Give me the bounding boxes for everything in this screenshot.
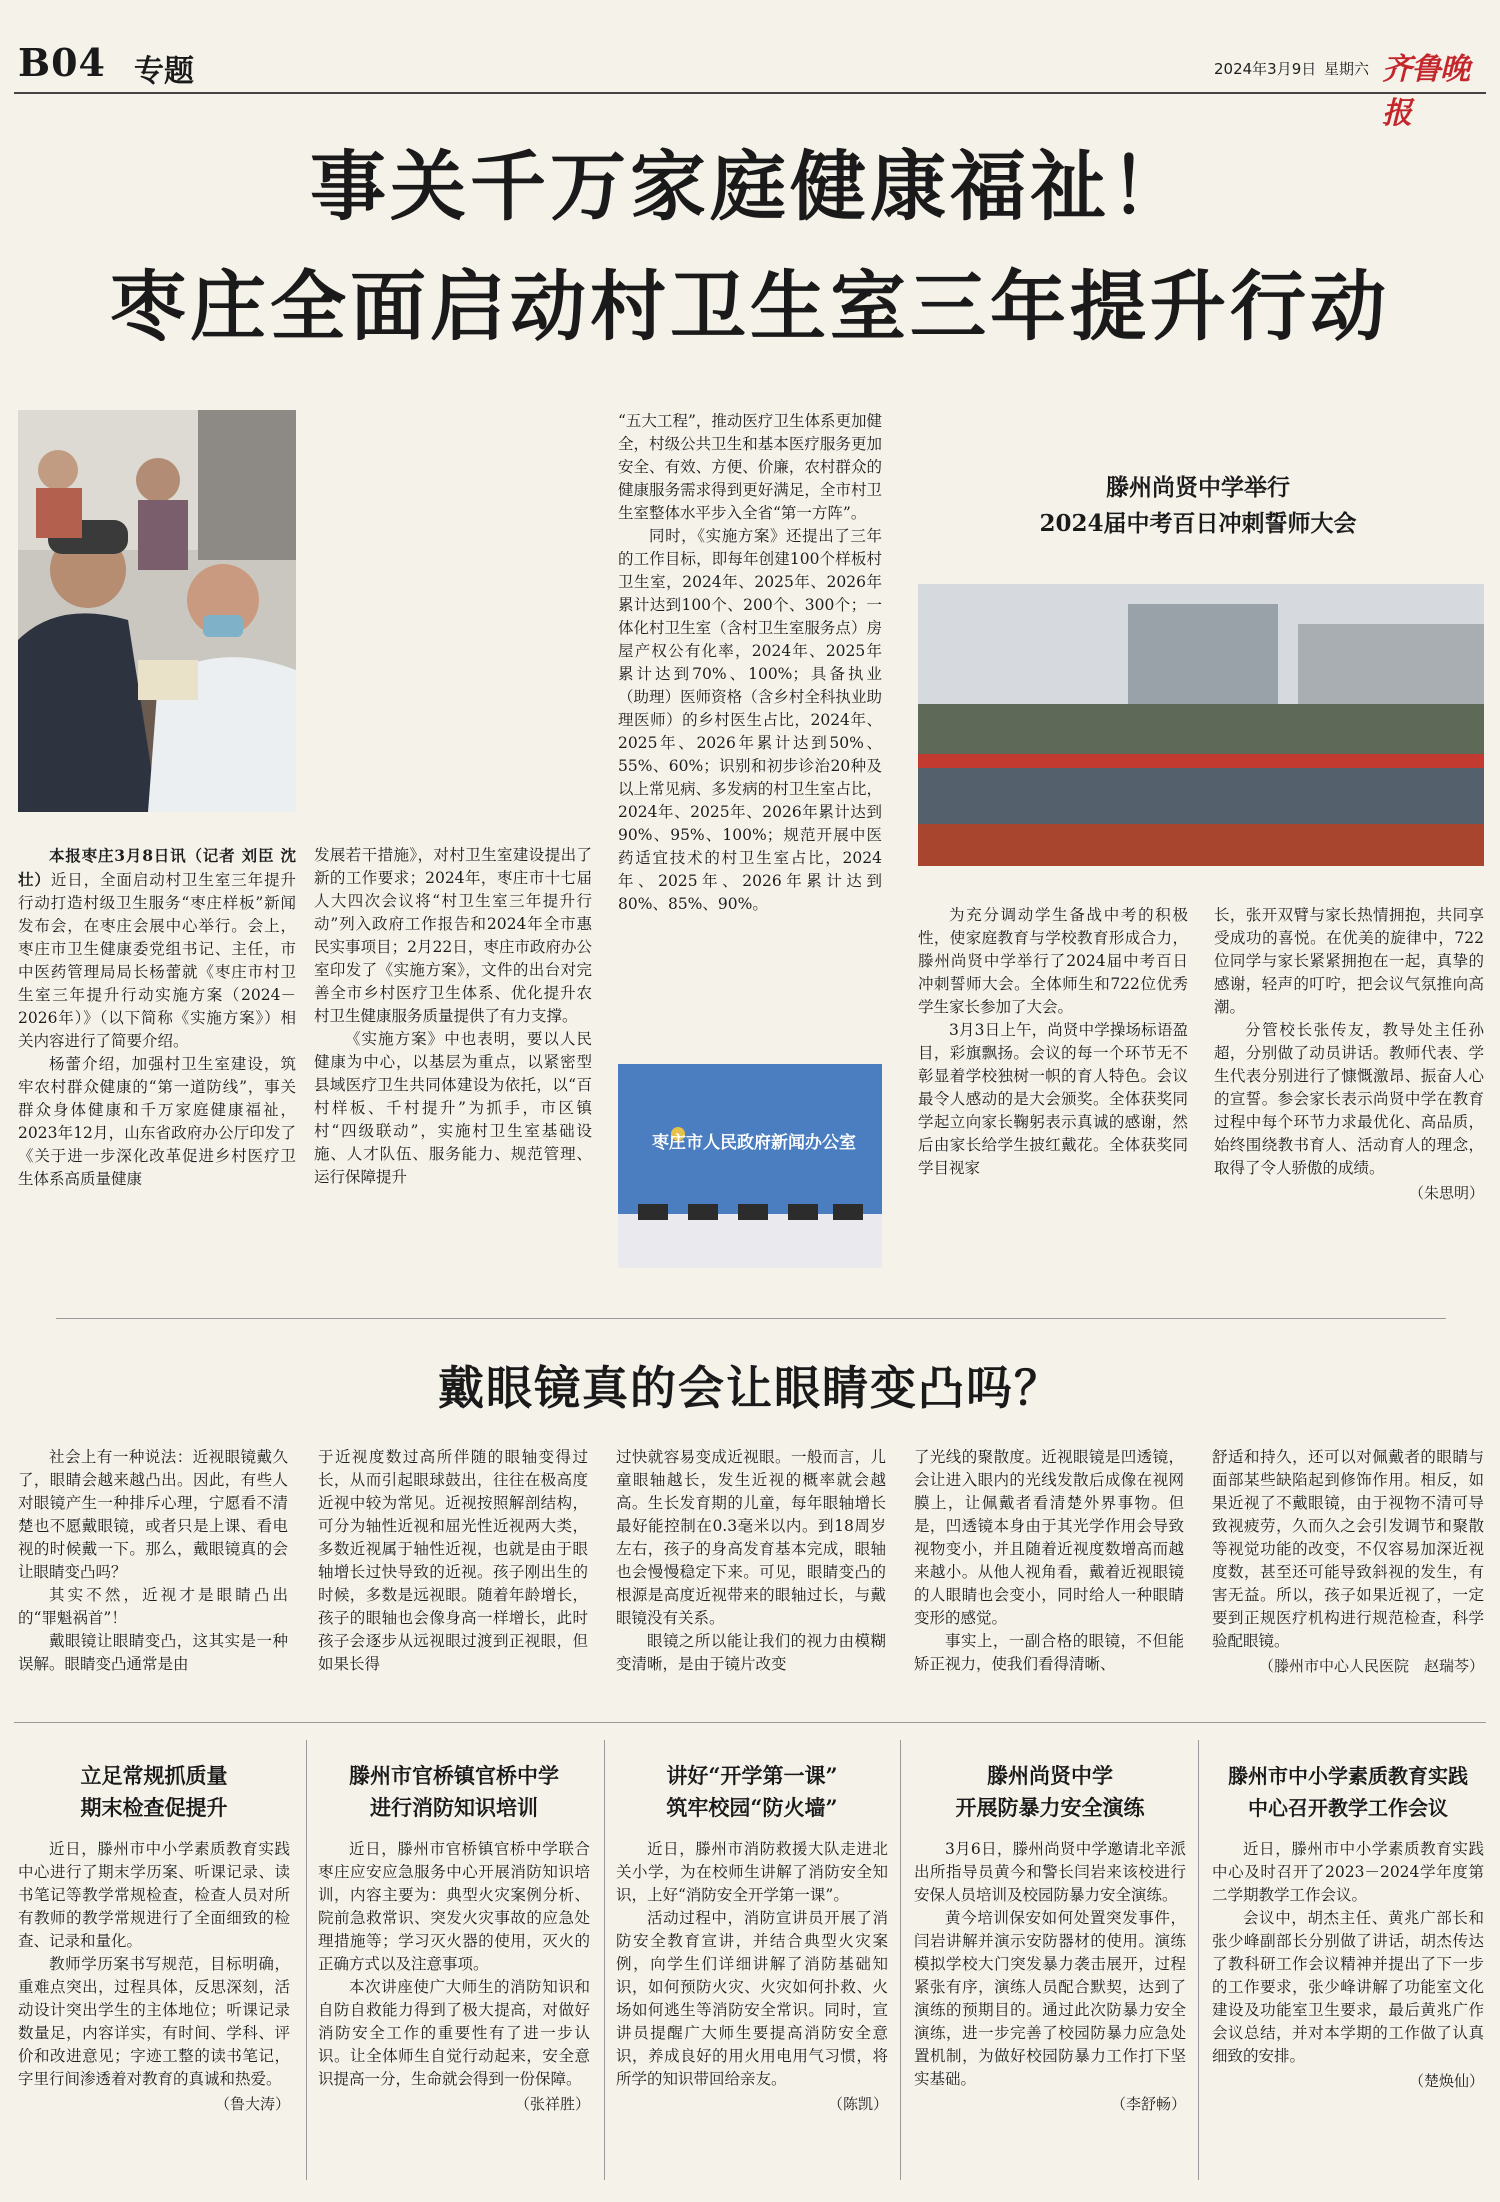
brief-paragraph: 近日，滕州市消防救援大队走进北关小学，为在校师生讲解了消防安全知识，上好“消防安全开学第一课”。 xyxy=(616,1840,888,1904)
glasses-column-5 xyxy=(1212,1446,1484,1678)
glasses-paragraph: 于近视度数过高所伴随的眼轴变得过长，从而引起眼球鼓出，往往在极高度近视中较为常见。近视按照解剖结构，可分为轴性近视和屈光性近视两大类，多数近视属于轴性近视，也就是由于眼轴增长过快导致的近视。孩子刚出生的时候，多数是远视眼。随着年龄增长，孩子的眼轴也会像身高一样增长，此时孩子会逐步从远视眼过渡到正视眼，但如果长得 xyxy=(318,1448,588,1673)
issue-date: 2024年3月9日 xyxy=(1214,60,1317,78)
glasses-paragraph: 了光线的聚散度。近视眼镜是凹透镜，会让进入眼内的光线发散后成像在视网膜上，让佩戴者看清楚外界事物。但是，凹透镜本身由于其光学作用会导致视物变小，并且随着近视度数增高而越来越小。从他人视角看，戴着近视眼镜的人眼睛也会变小，同时给人一种眼睛变形的感觉。 xyxy=(914,1448,1184,1627)
lead-dateline: 本报枣庄3月8日讯（记者 刘臣 沈壮） xyxy=(18,846,296,889)
paper-logo: 齐鲁晚报 xyxy=(1382,52,1469,131)
brief-article xyxy=(914,1760,1186,2116)
lead-column-2 xyxy=(314,844,592,1189)
brief-headline-2: 进行消防知识培训 xyxy=(370,1795,538,1820)
lead-paragraph: 《实施方案》中也表明，要以人民健康为中心，以基层为重点，以紧密型县域医疗卫生共同体建设为依托，以“百村样板、千村提升”为抓手，市区镇村“四级联动”，实施村卫生室基础设施、人才队伍、服务能力、规范管理、运行保障提升 xyxy=(314,1030,592,1186)
section-rule xyxy=(56,1318,1446,1319)
rally-photo-school-assembly xyxy=(918,584,1484,866)
rally-headline-2: 2024届中考百日冲刺誓师大会 xyxy=(1039,510,1357,537)
brief-headline xyxy=(1212,1760,1484,1824)
brief-headline-2: 筑牢校园“防火墙” xyxy=(666,1795,838,1820)
press-conference-illustration xyxy=(618,1064,882,1268)
column-divider xyxy=(1198,1740,1199,2180)
press-conference-photo xyxy=(618,1064,882,1268)
brief-paragraph: 近日，滕州市中小学素质教育实践中心及时召开了2023－2024学年度第二学期教学工作会议。 xyxy=(1212,1840,1484,1904)
brief-article xyxy=(1212,1760,1484,2093)
rally-paragraph: 分管校长张传友，教导处主任孙超，分别做了动员讲话。教师代表、学生代表分别进行了慷慨激昂、振奋人心的宣誓。参会家长表示尚贤中学在教育过程中每个环节力求最优化、高品质，始终围绕教书育人、活动育人的理念，取得了令人骄傲的成绩。 xyxy=(1214,1021,1484,1177)
glasses-paragraph: 社会上有一种说法：近视眼镜戴久了，眼睛会越来越凸出。因此，有些人对眼镜产生一种排斥心理，宁愿看不清楚也不愿戴眼镜，或者只是上课、看电视的时候戴一下。那么，戴眼镜真的会让眼睛变凸吗？ xyxy=(18,1448,288,1581)
glasses-paragraph: 舒适和持久，还可以对佩戴者的眼睛与面部某些缺陷起到修饰作用。相反，如果近视了不戴眼镜，由于视物不清可导致视疲劳，久而久之会引发调节和聚散等视觉功能的改变，不仅容易加深近视度数，甚至还可能导致斜视的发生，有害无益。所以，孩子如果近视了，一定要到正规医疗机构进行规范检查，科学验配眼镜。 xyxy=(1212,1448,1484,1650)
glasses-signature: （滕州市中心人民医院 赵瑞芩） xyxy=(1258,1657,1484,1675)
header-rule xyxy=(14,92,1486,94)
brief-article xyxy=(318,1760,590,2116)
brief-paragraph: 会议中，胡杰主任、黄兆广部长和张少峰副部长分别做了讲话，胡杰传达了教科研工作会议精神并提出了下一步的工作要求，张少峰讲解了功能室文化建设及功能室卫生要求，最后黄兆广作会议总结，并对本学期的工作做了认真细致的安排。 xyxy=(1212,1909,1484,2065)
page-number: B04 xyxy=(18,40,106,85)
glasses-paragraph: 事实上，一副合格的眼镜，不但能矫正视力，使我们看得清晰、 xyxy=(914,1632,1184,1673)
page-header xyxy=(14,38,1484,131)
brief-paragraph: 黄今培训保安如何处置突发事件，闫岩讲解并演示安防器材的使用。演练模拟学校大门突发暴力袭击展开，过程紧张有序，演练人员配合默契，达到了演练的预期目的。通过此次防暴力安全演练，进一步完善了校园防暴力应急处置机制，为做好校园防暴力工作打下坚实基础。 xyxy=(914,1909,1186,2088)
section-name: 专题 xyxy=(134,54,194,89)
brief-signature: （李舒畅） xyxy=(1110,2095,1186,2113)
brief-headline-1: 滕州市官桥镇官桥中学 xyxy=(349,1763,559,1788)
brief-paragraph: 近日，滕州市中小学素质教育实践中心进行了期末学历案、听课记录、读书笔记等教学常规检查，检查人员对所有教师的教学常规进行了全面细致的检查、记录和量化。 xyxy=(18,1840,290,1950)
rally-headline xyxy=(912,470,1484,542)
rally-paragraph: 3月3日上午，尚贤中学操场标语盈目，彩旗飘扬。会议的每一个环节无不彰显着学校独树一帜的育人特色。会议最令人感动的是大会颁奖。全体获奖同学起立向家长鞠躬表示真诚的感谢，然后由家长给学生披红戴花。全体获奖同学目视家 xyxy=(918,1021,1188,1177)
lead-headline-1: 事关千万家庭健康福祉！ xyxy=(310,142,1190,231)
press-banner-text: 枣庄市人民政府新闻办公室 xyxy=(652,1133,856,1153)
rally-column-1 xyxy=(918,904,1188,1180)
brief-article xyxy=(18,1760,290,2116)
glasses-paragraph: 戴眼镜让眼睛变凸，这其实是一种误解。眼睛变凸通常是由 xyxy=(18,1632,288,1673)
lead-paragraph: “五大工程”，推动医疗卫生体系更加健全，村级公共卫生和基本医疗服务更加安全、有效、方便、价廉，农村群众的健康服务需求得到更好满足，全市村卫生室整体水平步入全省“第一方阵”。 xyxy=(618,412,882,522)
glasses-headline: 戴眼镜真的会让眼睛变凸吗？ xyxy=(438,1361,1062,1415)
rally-headline-1: 滕州尚贤中学举行 xyxy=(1106,474,1290,501)
lead-photo-village-doctor xyxy=(18,410,296,812)
brief-headline-1: 滕州市中小学素质教育实践 xyxy=(1228,1764,1468,1788)
brief-headline-2: 开展防暴力安全演练 xyxy=(955,1795,1145,1820)
school-assembly-illustration xyxy=(918,584,1484,866)
brief-paragraph: 教师学历案书写规范，目标明确，重难点突出，过程具体，反思深刻，活动设计突出学生的主体地位；听课记录数量足，内容详实，有时间、学科、评价和改进意见；字迹工整的读书笔记，字里行间渗透着对教育的真诚和热爱。 xyxy=(18,1955,290,2088)
glasses-column-2 xyxy=(318,1446,588,1676)
brief-headline-2: 中心召开教学工作会议 xyxy=(1248,1796,1448,1820)
column-divider xyxy=(900,1740,901,2180)
brief-headline xyxy=(18,1760,290,1824)
glasses-column-4 xyxy=(914,1446,1184,1676)
rally-signature: （朱思明） xyxy=(1408,1184,1484,1202)
rally-paragraph: 为充分调动学生备战中考的积极性，使家庭教育与学校教育形成合力，滕州尚贤中学举行了2024届中考百日冲刺誓师大会。全体师生和722位优秀学生家长参加了大会。 xyxy=(918,906,1188,1016)
section-rule xyxy=(14,1722,1486,1723)
glasses-paragraph: 眼镜之所以能让我们的视力由模糊变清晰，是由于镜片改变 xyxy=(616,1632,886,1673)
village-doctor-illustration xyxy=(18,410,296,812)
brief-paragraph: 本次讲座使广大师生的消防知识和自防自救能力得到了极大提高，对做好消防安全工作的重要性有了进一步认识。让全体师生自觉行动起来，安全意识提高一分，生命就会得到一份保障。 xyxy=(318,1978,590,2088)
glasses-paragraph: 其实不然，近视才是眼睛凸出的“罪魁祸首”！ xyxy=(18,1586,288,1627)
brief-paragraph: 活动过程中，消防宣讲员开展了消防安全教育宣讲，并结合典型火灾案例，向学生们详细讲解了消防基础知识，如何预防火灾、火灾如何扑救、火场如何逃生等消防安全常识。同时，宣讲员提醒广大师生要提高消防安全意识，养成良好的用火用电用气习惯，将所学的知识带回给亲友。 xyxy=(616,1909,888,2088)
lead-paragraph: 近日，全面启动村卫生室三年提升行动打造村级卫生服务“枣庄样板”新闻发布会，在枣庄会展中心举行。会上，枣庄市卫生健康委党组书记、主任，市中医药管理局局长杨蕾就《枣庄市村卫生室三年提升行动实施方案（2024－2026年）》（以下简称《实施方案》）相关内容进行了简要介绍。 xyxy=(18,871,296,1050)
brief-paragraph: 近日，滕州市官桥镇官桥中学联合枣庄应安应急服务中心开展消防知识培训，内容主要为：典型火灾案例分析、院前急救常识、突发火灾事故的应急处理措施等；学习灭火器的使用，灭火的正确方式以及注意事项。 xyxy=(318,1840,590,1973)
rally-paragraph: 长，张开双臂与家长热情拥抱，共同享受成功的喜悦。在优美的旋律中，722位同学与家长紧紧拥抱在一起，真挚的感谢，轻声的叮咛，把会议气氛推向高潮。 xyxy=(1214,906,1484,1016)
brief-headline-1: 立足常规抓质量 xyxy=(80,1763,228,1788)
lead-column-3 xyxy=(618,410,882,916)
brief-headline-1: 讲好“开学第一课” xyxy=(666,1763,838,1788)
brief-signature: （张祥胜） xyxy=(514,2095,590,2113)
lead-headline-2: 枣庄全面启动村卫生室三年提升行动 xyxy=(110,262,1390,351)
column-divider xyxy=(604,1740,605,2180)
glasses-column-1 xyxy=(18,1446,288,1676)
brief-signature: （鲁大涛） xyxy=(214,2095,290,2113)
brief-signature: （陈凯） xyxy=(827,2095,888,2113)
brief-article xyxy=(616,1760,888,2116)
glasses-paragraph: 过快就容易变成近视眼。一般而言，儿童眼轴越长，发生近视的概率就会越高。生长发育期的儿童，每年眼轴增长最好能控制在0.3毫米以内。到18周岁左右，孩子的身高发育基本完成，眼轴也会慢慢稳定下来。可见，眼睛变凸的根源是高度近视带来的眼轴过长，与戴眼镜没有关系。 xyxy=(616,1448,886,1627)
glasses-column-3 xyxy=(616,1446,886,1676)
brief-headline-1: 滕州尚贤中学 xyxy=(987,1763,1113,1788)
brief-signature: （楚焕仙） xyxy=(1408,2072,1484,2090)
lead-paragraph: 同时，《实施方案》还提出了三年的工作目标，即每年创建100个样板村卫生室，2024年、2025年、2026年累计达到100个、200个、300个；一体化村卫生室（含村卫生室服务点）房屋产权公有化率，2024年、2025年累计达到70%、100%；具备执业（助理）医师资格（含乡村全科执业助理医师）的乡村医生占比，2024年、2025年、2026年累计达到50%、55%、60%；识别和初步诊治20种及以上常见病、多发病的村卫生室占比，2024年、2025年、2026年累计达到90%、95%、100%；规范开展中医药适宜技术的村卫生室占比，2024年、2025年、2026年累计达到80%、85%、90%。 xyxy=(618,527,882,913)
column-divider xyxy=(306,1740,307,2180)
lead-paragraph: 发展若干措施》，对村卫生室建设提出了新的工作要求；2024年，枣庄市十七届人大四次会议将“村卫生室三年提升行动”列入政府工作报告和2024年全市惠民实事项目；2月22日，枣庄市政府办公室印发了《实施方案》，文件的出台对完善全市乡村医疗卫生体系、优化提升农村卫生健康服务质量提供了有力支撑。 xyxy=(314,846,592,1025)
brief-headline xyxy=(914,1760,1186,1824)
brief-headline xyxy=(318,1760,590,1824)
brief-headline-2: 期末检查促提升 xyxy=(80,1795,228,1820)
brief-paragraph: 3月6日，滕州尚贤中学邀请北辛派出所指导员黄今和警长闫岩来该校进行安保人员培训及校园防暴力安全演练。 xyxy=(914,1840,1186,1904)
lead-paragraph: 杨蕾介绍，加强村卫生室建设，筑牢农村群众健康的“第一道防线”，事关群众身体健康和千万家庭健康福祉，2023年12月，山东省政府办公厅印发了《关于进一步深化改革促进乡村医疗卫生体系高质量健康 xyxy=(18,1055,296,1188)
rally-column-2 xyxy=(1214,904,1484,1205)
lead-column-1 xyxy=(18,844,296,1191)
brief-headline xyxy=(616,1760,888,1824)
issue-weekday: 星期六 xyxy=(1324,60,1370,78)
